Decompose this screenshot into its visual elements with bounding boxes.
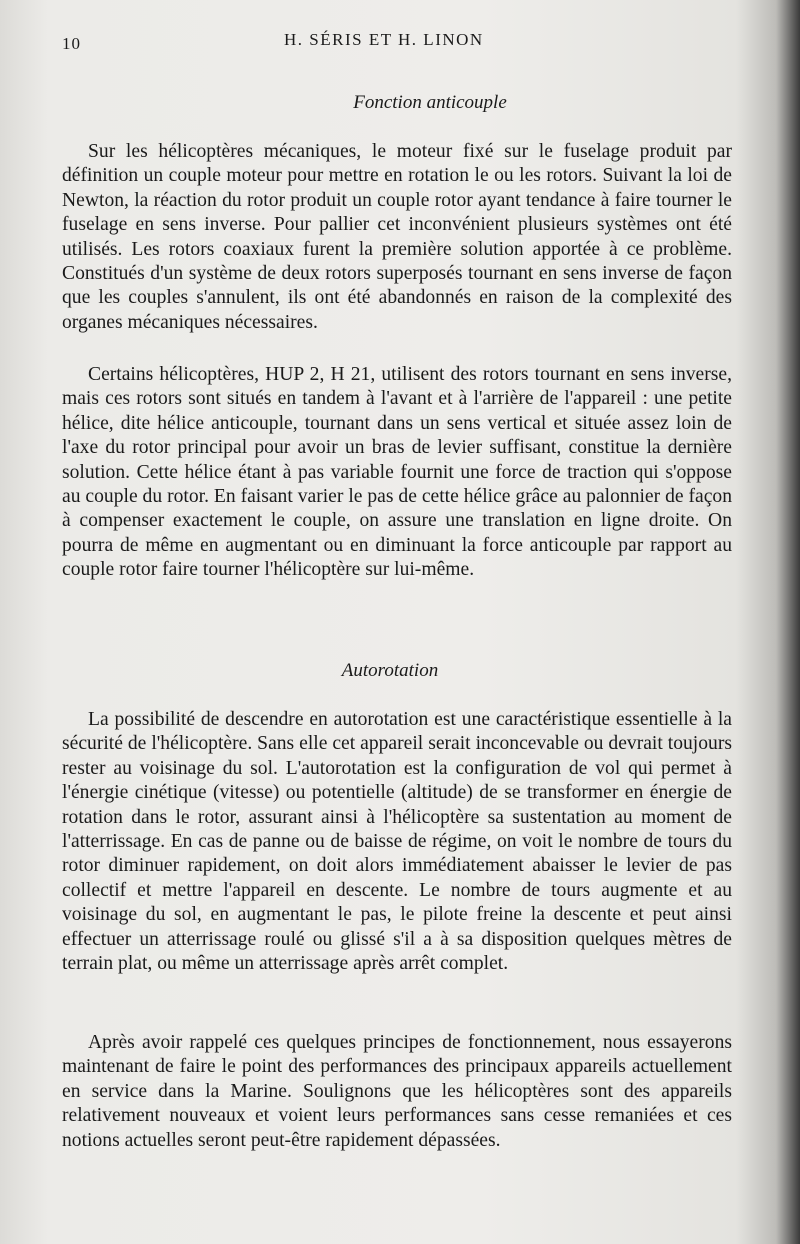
section-title-fonction-anticouple: Fonction anticouple xyxy=(353,92,507,113)
paragraph-anticouple-2: Certains hélicoptères, HUP 2, H 21, utilisent des rotors tournant en sens inverse, mais ces rotors sont situés en tandem à l'avant et à l'arrière de l'appareil : une petite hélice, dite hélice anticouple, tournant dans un sens vertical et située assez loin de l'axe du rotor principal pour avoir un bras de levier suffisant, constitue la dernière solution. Cette hélice étant à pas variable fournit une force de traction qui s'oppose au couple du rotor. En faisant varier le pas de cette hélice grâce au palonnier de façon à compenser exactement le couple, on assure une translation en ligne droite. On pourra de même en augmentant ou en diminuant la force anticouple par rapport au couple rotor faire tourner l'hélicoptère sur lui-même. xyxy=(62,364,732,581)
section-title-autorotation: Autorotation xyxy=(341,660,439,681)
running-head-authors: H. SÉRIS ET H. LINON xyxy=(284,30,484,49)
paragraph-autorotation-1: La possibilité de descendre en autorotation est une caractéristique essentielle à la sécurité de l'hélicoptère. Sans elle cet appareil serait inconcevable ou devrait toujours rester au voisinage du sol. L'autorotation est la configuration de vol qui permet à l'énergie cinétique (vitesse) ou potentielle (altitude) de se transformer en énergie de rotation dans le rotor, assurant ainsi à l'hélicoptère sa sustentation au moment de l'atterrissage. En cas de panne ou de baisse de régime, on voit le nombre de tours du rotor diminuer rapidement, on doit alors immédiatement abaisser le levier de pas collectif et mettre l'appareil en descente. Le nombre de tours augmente et au voisinage du sol, en augmentant le pas, le pilote freine la descente et peut ainsi effectuer un atterrissage roulé ou glissé s'il a à sa disposition quelques mètres de terrain plat, ou même un atterrissage après arrêt complet. xyxy=(62,709,732,975)
paragraph-anticouple-1: Sur les hélicoptères mécaniques, le moteur fixé sur le fuselage produit par définition un couple moteur pour mettre en rotation le ou les rotors. Suivant la loi de Newton, la réaction du rotor produit un couple rotor ayant tendance à faire tourner le fuselage en sens inverse. Pour pallier cet inconvénient plusieurs systèmes ont été utilisés. Les rotors coaxiaux furent la première solution apportée à ce problème. Constitués d'un système de deux rotors superposés tournant en sens inverse de façon que les couples s'annulent, ils ont été abandonnés en raison de la complexité des organes mécaniques nécessaires. xyxy=(62,141,732,333)
paragraph-autorotation-2: Après avoir rappelé ces quelques principes de fonctionnement, nous essayerons maintenant de faire le point des performances des principaux appareils actuellement en service dans la Marine. Soulignons que les hélicoptères sont des appareils relativement nouveaux et voient leurs performances sans cesse remaniées et ces notions actuelles seront peut-être rapidement dépassées. xyxy=(62,1032,732,1151)
running-head xyxy=(62,30,742,56)
page-number: 10 xyxy=(62,34,81,53)
